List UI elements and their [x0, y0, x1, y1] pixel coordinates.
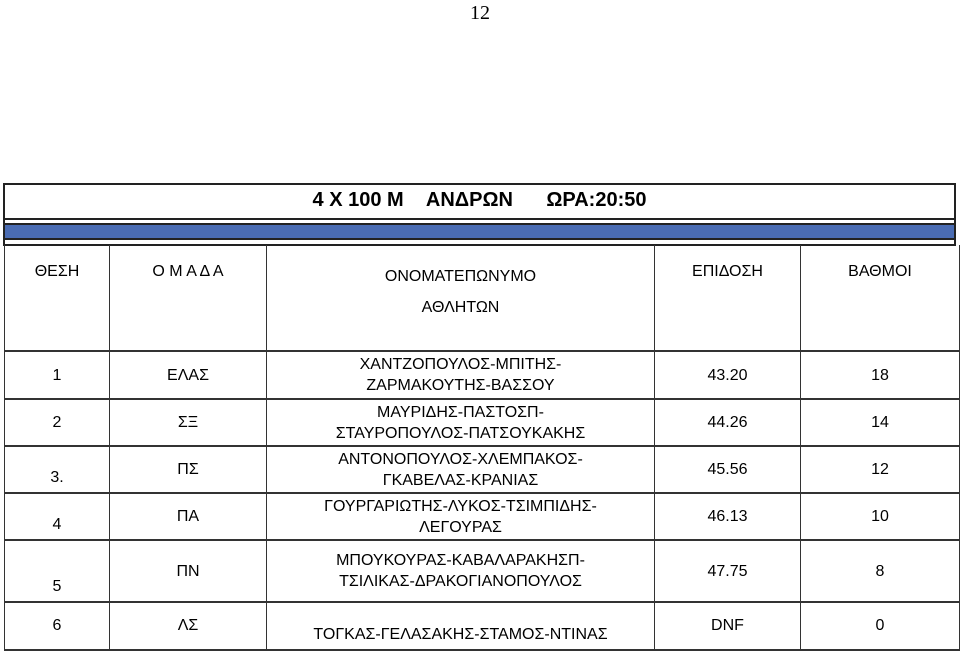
event-title-box: [3, 183, 956, 246]
cell-text: 2: [52, 414, 62, 431]
cell-text: 47.75: [707, 562, 748, 580]
cell-text: 1: [52, 366, 62, 384]
cell-text: ΜΠΟΥΚΟΥΡΑΣ-ΚΑΒΑΛΑΡΑΚΗΣΠ-: [336, 552, 585, 569]
cell-text: ΠΣ: [177, 461, 199, 478]
cell-team: [110, 603, 267, 651]
cell-text: ΟΝΟΜΑΤΕΠΩΝΥΜΟ: [384, 268, 537, 285]
cell-names: [267, 541, 655, 603]
cell-text: ΖΑΡΜΑΚΟΥΤΗΣ-ΒΑΣΣΟΥ: [366, 377, 555, 394]
cell-team: [110, 541, 267, 603]
cell-text: ΜΑΥΡΙΔΗΣ-ΠΑΣΤΟΣΠ-: [377, 403, 544, 421]
cell-pos: [4, 352, 110, 400]
cell-text: 43.20: [707, 366, 748, 384]
cell-text: ΣΤΑΥΡΟΠΟΥΛΟΣ-ΠΑΤΣΟΥΚΑΚΗΣ: [335, 424, 586, 442]
cell-text: ΓΚΑΒΕΛΑΣ-ΚΡΑΝΙΑΣ: [382, 471, 539, 489]
cell-text: ΑΘΛΗΤΩΝ: [421, 299, 500, 316]
event-title: 4 X 100 M ΑΝΔΡΩΝ ΩΡΑ:20:50: [312, 189, 647, 211]
cell-pos: [4, 400, 110, 447]
cell-text: 4: [52, 516, 62, 533]
cell-text: ΓΟΥΡΓΑΡΙΩΤΗΣ-ΛΥΚΟΣ-ΤΣΙΜΠΙΔΗΣ-: [324, 497, 597, 515]
cell-text: ΒΑΘΜΟΙ: [848, 263, 912, 280]
cell-team: [110, 352, 267, 400]
cell-text: 3.: [50, 469, 64, 486]
cell-text: ΘΕΣΗ: [34, 263, 80, 280]
page-number: 12: [470, 2, 490, 24]
cell-text: 0: [875, 617, 885, 634]
cell-perf: [655, 447, 801, 494]
blue-bar: [5, 223, 954, 240]
cell-text: ΛΣ: [177, 617, 199, 634]
cell-perf: [655, 603, 801, 651]
cell-names: [267, 400, 655, 447]
cell-text: 14: [871, 414, 889, 431]
cell-team: [110, 494, 267, 541]
cell-text: 12: [871, 461, 889, 478]
cell-text: ΤΟΓΚΑΣ-ΓΕΛΑΣΑΚΗΣ-ΣΤΑΜΟΣ-ΝΤΙΝΑΣ: [313, 626, 608, 643]
cell-pos: [4, 541, 110, 603]
cell-text: DNF: [711, 617, 744, 634]
cell-names: [267, 352, 655, 400]
cell-text: 10: [871, 508, 889, 525]
cell-text: ΑΝΤΟΝΟΠΟΥΛΟΣ-ΧΛΕΜΠΑΚΟΣ-: [338, 450, 583, 468]
cell-team: [110, 400, 267, 447]
cell-text: ΧΑΝΤΖΟΠΟΥΛΟΣ-ΜΠΙΤΗΣ-: [359, 356, 562, 373]
cell-text: ΕΠΙΔΟΣΗ: [692, 263, 763, 280]
cell-pos: [4, 494, 110, 541]
cell-text: 5: [52, 578, 62, 595]
title-band: [5, 218, 954, 246]
cell-points: [801, 603, 960, 651]
cell-team: [110, 447, 267, 494]
cell-perf: [655, 541, 801, 603]
cell-points: [801, 494, 960, 541]
header-names: [267, 245, 655, 352]
cell-points: [801, 400, 960, 447]
header-team: [110, 245, 267, 352]
cell-text: ΠΝ: [176, 562, 200, 580]
cell-text: 18: [871, 366, 889, 384]
header-points: [801, 245, 960, 352]
cell-pos: [4, 603, 110, 651]
cell-text: 44.26: [707, 414, 748, 431]
cell-text: ΛΕΓΟΥΡΑΣ: [419, 518, 502, 536]
cell-text: ΕΛΑΣ: [167, 366, 209, 384]
cell-names: [267, 603, 655, 651]
cell-perf: [655, 400, 801, 447]
cell-text: ΣΞ: [177, 414, 199, 431]
cell-text: ΤΣΙΛΙΚΑΣ-ΔΡΑΚΟΓΙΑΝΟΠΟΥΛΟΣ: [339, 573, 582, 590]
cell-points: [801, 352, 960, 400]
cell-text: 45.56: [707, 461, 748, 478]
cell-perf: [655, 352, 801, 400]
cell-names: [267, 447, 655, 494]
cell-text: Ο Μ Α Δ Α: [152, 263, 224, 280]
cell-text: 6: [52, 617, 62, 634]
cell-text: 46.13: [707, 508, 748, 525]
cell-points: [801, 541, 960, 603]
header-perf: [655, 245, 801, 352]
cell-text: ΠΑ: [176, 508, 200, 525]
cell-pos: [4, 447, 110, 494]
cell-perf: [655, 494, 801, 541]
cell-names: [267, 494, 655, 541]
header-pos: [4, 245, 110, 352]
cell-text: 8: [875, 562, 885, 580]
cell-points: [801, 447, 960, 494]
